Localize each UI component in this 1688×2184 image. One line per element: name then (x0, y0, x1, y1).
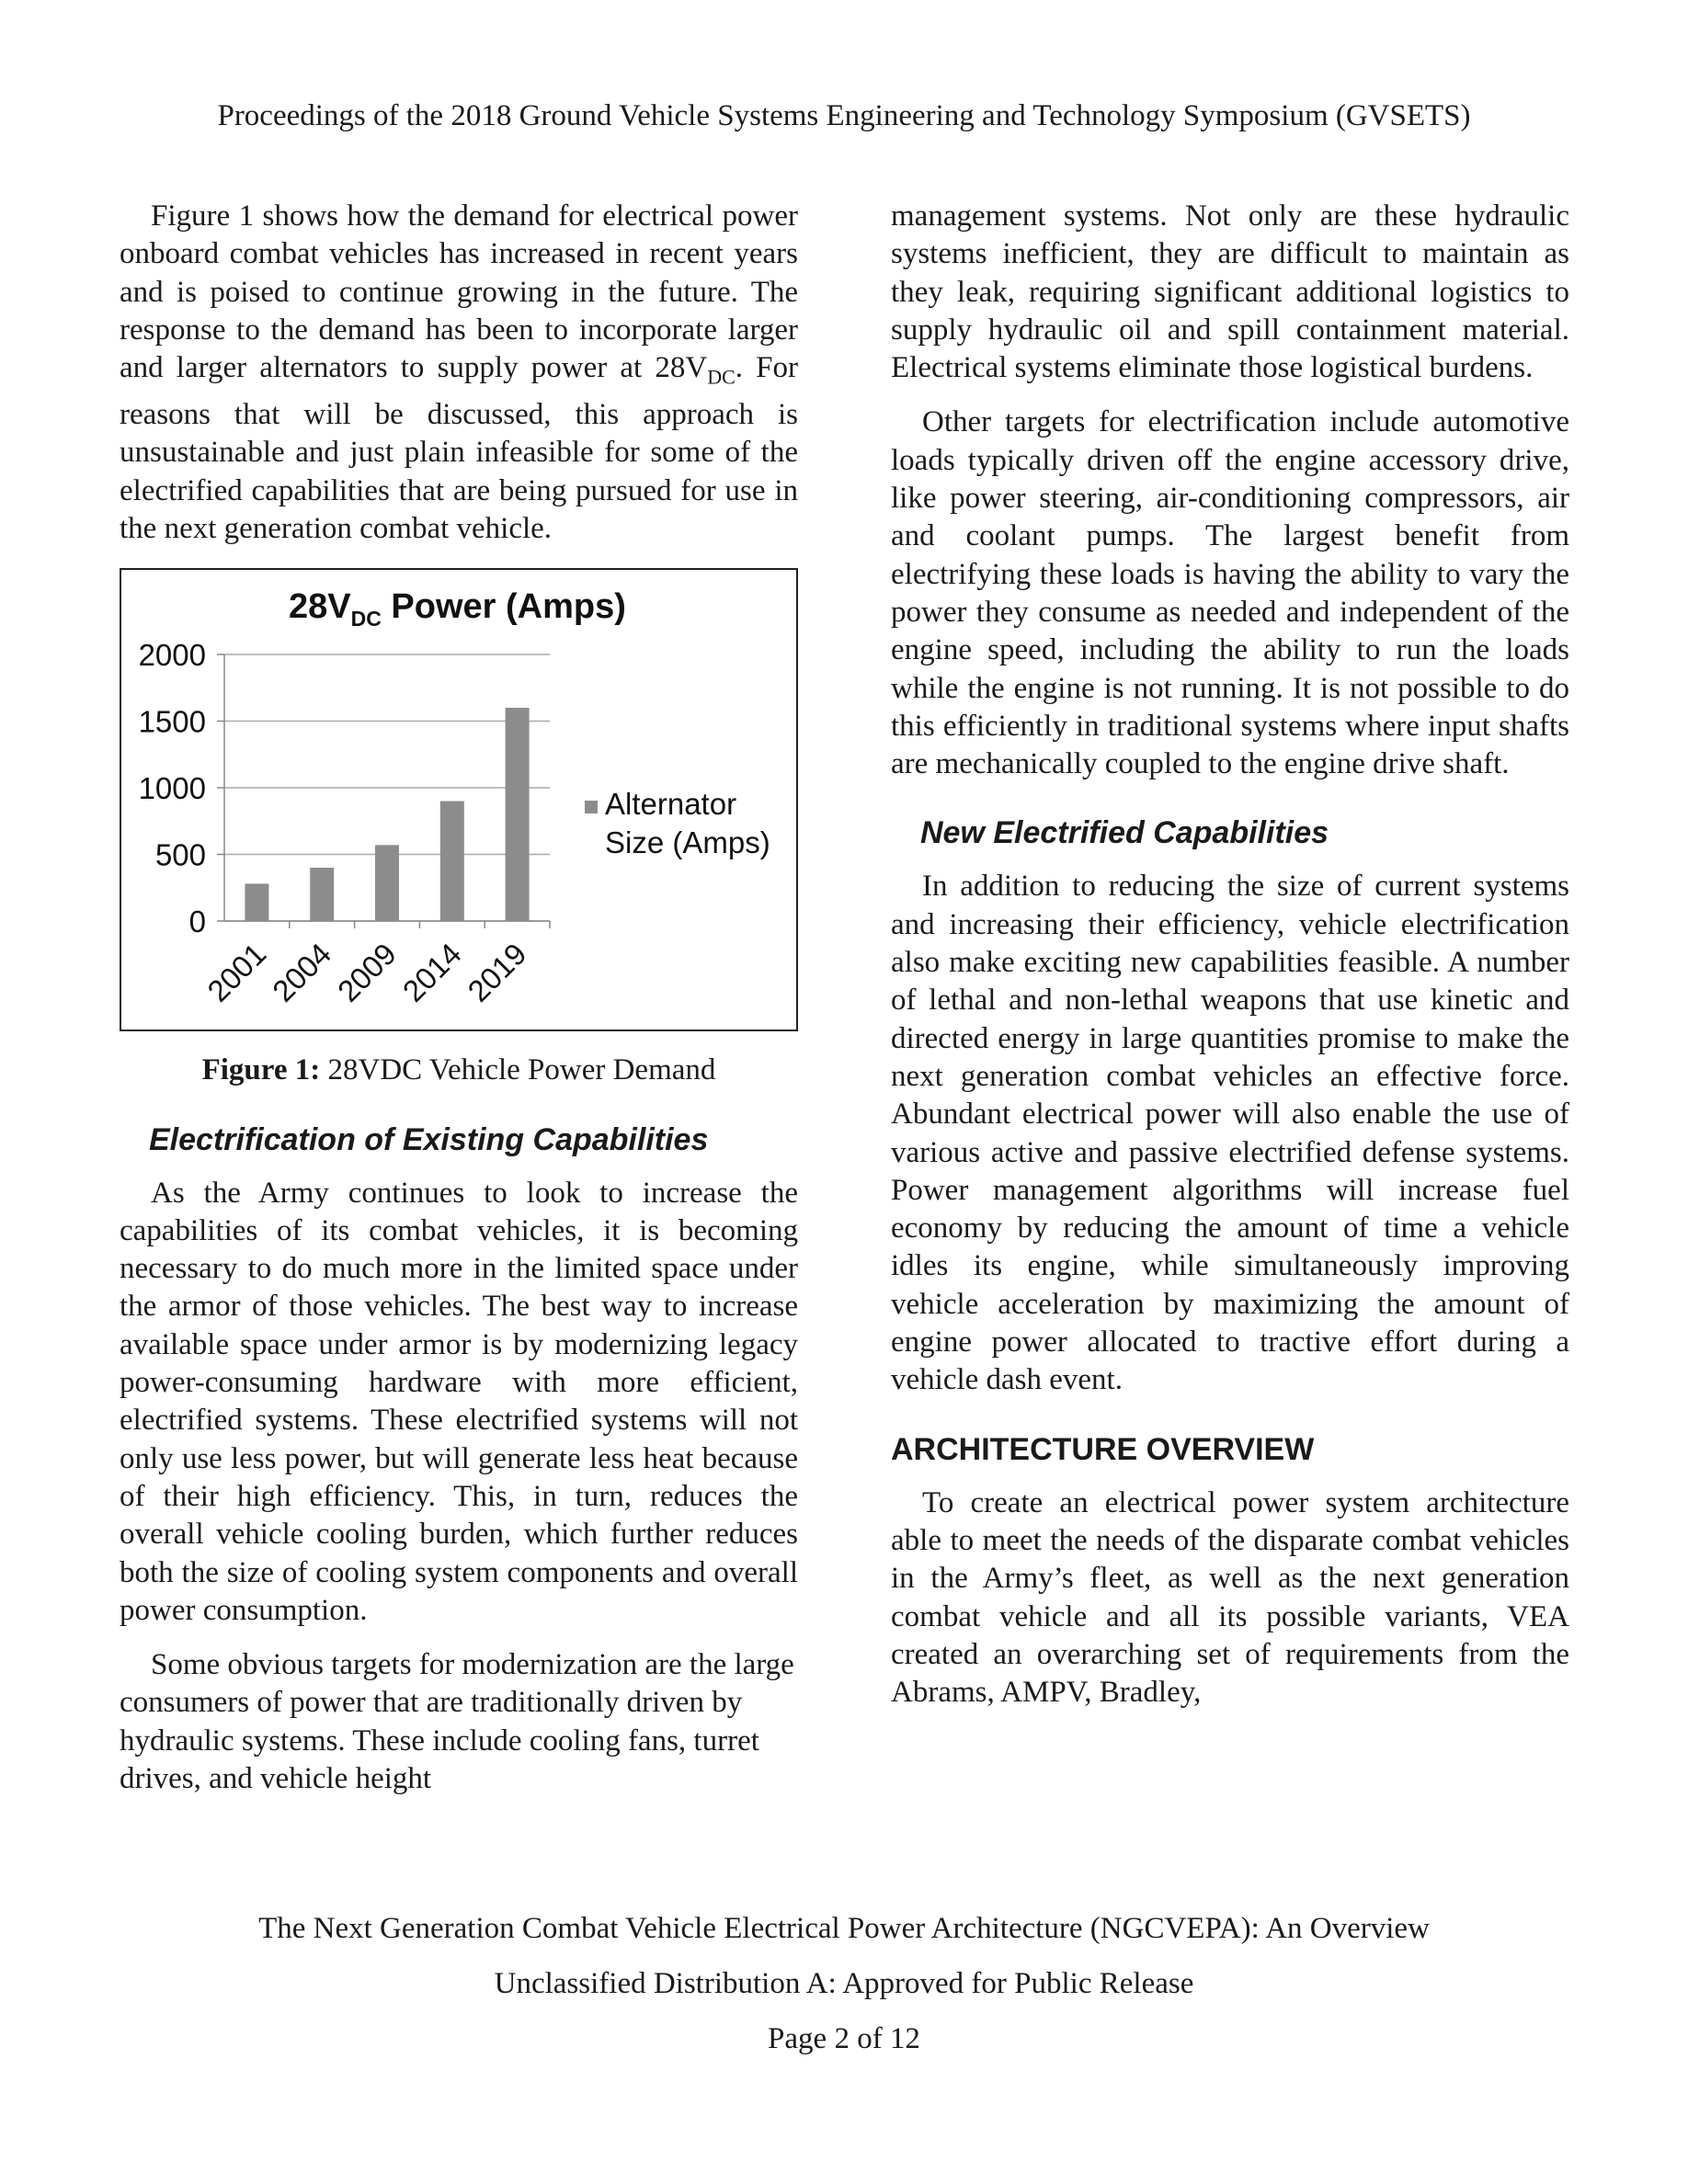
x-tick-label: 2014 (395, 937, 468, 1009)
legend-swatch (585, 801, 598, 813)
y-tick-label: 1500 (138, 704, 206, 739)
bar (245, 884, 268, 922)
x-tick-label: 2009 (330, 937, 403, 1009)
bar (375, 846, 399, 922)
subheading-new-capabilities: New Electrified Capabilities (920, 815, 1329, 851)
y-tick-label: 2000 (138, 638, 206, 673)
paragraph-existing: As the Army continues to look to increase the capabilities of its combat vehicles, it is becoming necessary to do much more in the limited space under the armor of those vehicles. The best way to increase available space under armor is by modernizing legacy power-consuming hardware with more efficient, electrified systems. These electrified systems will not only use less power, but will generate less heat because of their high efficiency. This, in turn, reduces the overall vehicle cooling burden, which further reduces both the size of cooling system components and overall power consumption. (120, 1176, 798, 1627)
caption-label: Figure 1: (201, 1053, 321, 1087)
left-column (120, 198, 798, 1814)
page-header: Proceedings of the 2018 Ground Vehicle Systems Engineering and Technology Symposium (GVSETS) (217, 99, 1471, 132)
y-tick-label: 0 (188, 904, 206, 939)
paragraph-architecture: To create an electrical power system architecture able to meet the needs of the disparate combat vehicles in the Army’s fleet, as well as the next generation combat vehicle and all its possible variants, VEA created an overarching set of requirements from the Abrams, AMPV, Bradley, (891, 1485, 1569, 1710)
figure-1-chart (120, 568, 798, 1031)
bar (440, 802, 464, 922)
footer-page-number: Page 2 of 12 (768, 2022, 920, 2055)
y-tick-label: 500 (154, 837, 206, 872)
bar-chart (121, 570, 796, 1029)
legend-label: Alternator (605, 787, 737, 822)
bar (310, 868, 334, 921)
section-heading-architecture: ARCHITECTURE OVERVIEW (891, 1431, 1315, 1467)
chart-title: $28V_{DC}$ Power (Amps) (289, 587, 626, 631)
text-run: Figure 1 shows how the demand for electrical power onboard combat vehicles has increased in recent years and is poised to continue growing in the future. The response to the demand has been to incorporate larger and larger alternators to supply power at 28V (120, 199, 798, 385)
paragraph-hydraulic: management systems. Not only are these hydraulic systems inefficient, they are difficult to maintain as they leak, requiring significant additional logistics to supply hydraulic oil and spill containment material. Electrical systems eliminate those logistical burdens. (891, 199, 1569, 385)
text-run: . For reasons that will be discussed, this approach is unsustainable and just plain infeasible for some of the electrified capabilities that are being pursued for use in the next generation combat vehicle. (120, 351, 799, 545)
paragraph-other-targets: Other targets for electrification include automotive loads typically driven off the engine accessory drive, like power steering, air-conditioning compressors, air and coolant pumps. The largest benefit from electrifying these loads is having the ability to vary the power they consume as needed and independent of the engine speed, including the ability to run the loads while the engine is not running. It is not possible to do this efficiently in traditional systems where input shafts are mechanically coupled to the engine drive shaft. (891, 405, 1569, 781)
paragraph-new-capabilities: In addition to reducing the size of current systems and increasing their efficiency, vehicle electrification also make exciting new capabilities feasible. A number of lethal and non-lethal weapons that use kinetic and directed energy in large quantities promise to make the next generation combat vehicles an effective force. Abundant electrical power will also enable the use of various active and passive electrified defense systems. Power management algorithms will increase fuel economy by reducing the amount of time a vehicle idles its engine, while simultaneously improving vehicle acceleration by maximizing the amount of engine power allocated to tractive effort during a vehicle dash event. (891, 870, 1569, 1397)
y-tick-label: 1000 (138, 771, 206, 806)
right-column (891, 198, 1569, 1728)
figure-caption (120, 1052, 798, 1089)
caption-text: 28VDC Vehicle Power Demand (320, 1053, 716, 1087)
subheading-existing-capabilities: Electrification of Existing Capabilities (149, 1121, 709, 1157)
x-tick-label: 2004 (266, 937, 338, 1009)
paragraph-figure-intro (120, 198, 798, 548)
paragraph-modernization: Some obvious targets for modernization are the large consumers of power that are traditionally driven by hydraulic systems. These include cooling fans, turret drives, and vehicle height (120, 1648, 794, 1796)
footer-title: The Next Generation Combat Vehicle Electrical Power Architecture (NGCVEPA): An Overview (258, 1912, 1430, 1945)
x-tick-label: 2019 (461, 937, 533, 1009)
footer-distribution: Unclassified Distribution A: Approved for Public Release (494, 1967, 1194, 2000)
legend-label: Size (Amps) (605, 825, 770, 860)
x-tick-label: 2001 (200, 937, 273, 1009)
bar (506, 708, 530, 921)
subscript-dc: DC (707, 365, 736, 389)
